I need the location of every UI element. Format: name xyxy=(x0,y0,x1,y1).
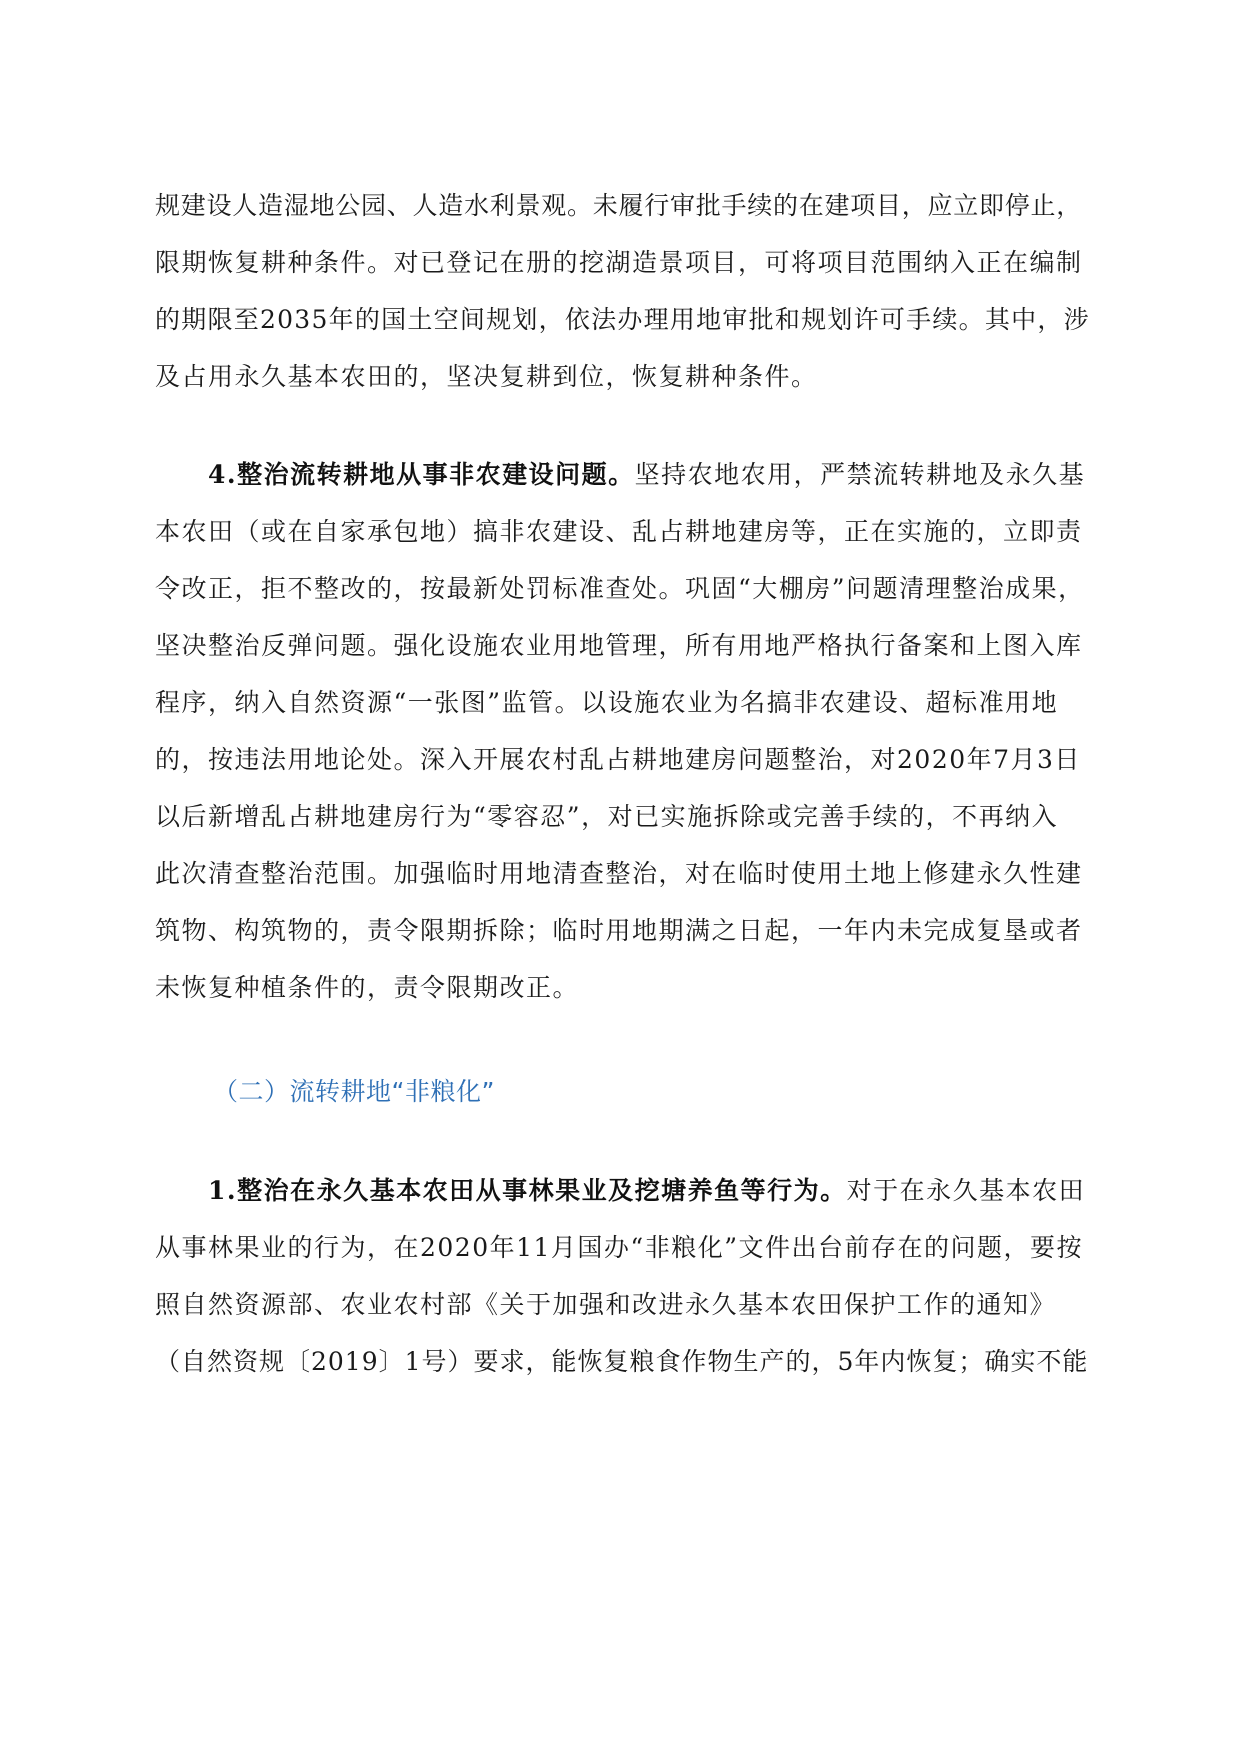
paragraph-line: 令改正，拒不整改的，按最新处罚标准查处。巩固“大棚房”问题清理整治成果， xyxy=(155,574,1085,603)
paragraph-line: 程序，纳入自然资源“一张图”监管。以设施农业为名搞非农建设、超标准用地 xyxy=(155,688,1059,717)
paragraph-line: 照自然资源部、农业农村部《关于加强和改进永久基本农田保护工作的通知》 xyxy=(155,1290,1057,1319)
item-heading-continuation: 对于在永久基本农田 xyxy=(846,1176,1086,1205)
paragraph-line: 限期恢复耕种条件。对已登记在册的挖湖造景项目，可将项目范围纳入正在编制 xyxy=(155,248,1083,277)
paragraph-line: 的，按违法用地论处。深入开展农村乱占耕地建房问题整治，对2020年7月3日 xyxy=(155,745,1081,774)
paragraph-line: 从事林果业的行为，在2020年11月国办“非粮化”文件出台前存在的问题，要按 xyxy=(155,1233,1083,1262)
paragraph-line: 筑物、构筑物的，责令限期拆除；临时用地期满之日起，一年内未完成复垦或者 xyxy=(155,916,1083,945)
paragraph-line: 此次清查整治范围。加强临时用地清查整治，对在临时使用土地上修建永久性建 xyxy=(155,859,1083,888)
item-heading: 4.整治流转耕地从事非农建设问题。 xyxy=(208,460,635,489)
item-heading-continuation: 坚持农地农用，严禁流转耕地及永久基 xyxy=(634,460,1086,489)
section-heading: （二）流转耕地“非粮化” xyxy=(213,1077,495,1106)
paragraph-line: 规建设人造湿地公园、人造水利景观。未履行审批手续的在建项目，应立即停止， xyxy=(155,191,1083,220)
paragraph-line: 以后新增乱占耕地建房行为“零容忍”，对已实施拆除或完善手续的，不再纳入 xyxy=(155,802,1059,831)
paragraph-first-line xyxy=(208,459,1085,491)
paragraph-line: （自然资规〔2019〕1号）要求，能恢复粮食作物生产的，5年内恢复；确实不能 xyxy=(155,1347,1089,1376)
item-heading: 1.整治在永久基本农田从事林果业及挖塘养鱼等行为。 xyxy=(208,1176,847,1205)
paragraph-line: 未恢复种植条件的，责令限期改正。 xyxy=(155,973,580,1002)
paragraph-first-line xyxy=(208,1175,1085,1207)
paragraph-line: 及占用永久基本农田的，坚决复耕到位，恢复耕种条件。 xyxy=(155,362,818,391)
paragraph-line: 的期限至2035年的国土空间规划，依法办理用地审批和规划许可手续。其中，涉 xyxy=(155,305,1090,334)
paragraph-line: 本农田（或在自家承包地）搞非农建设、乱占耕地建房等，正在实施的，立即责 xyxy=(155,517,1083,546)
paragraph-line: 坚决整治反弹问题。强化设施农业用地管理，所有用地严格执行备案和上图入库 xyxy=(155,631,1083,660)
